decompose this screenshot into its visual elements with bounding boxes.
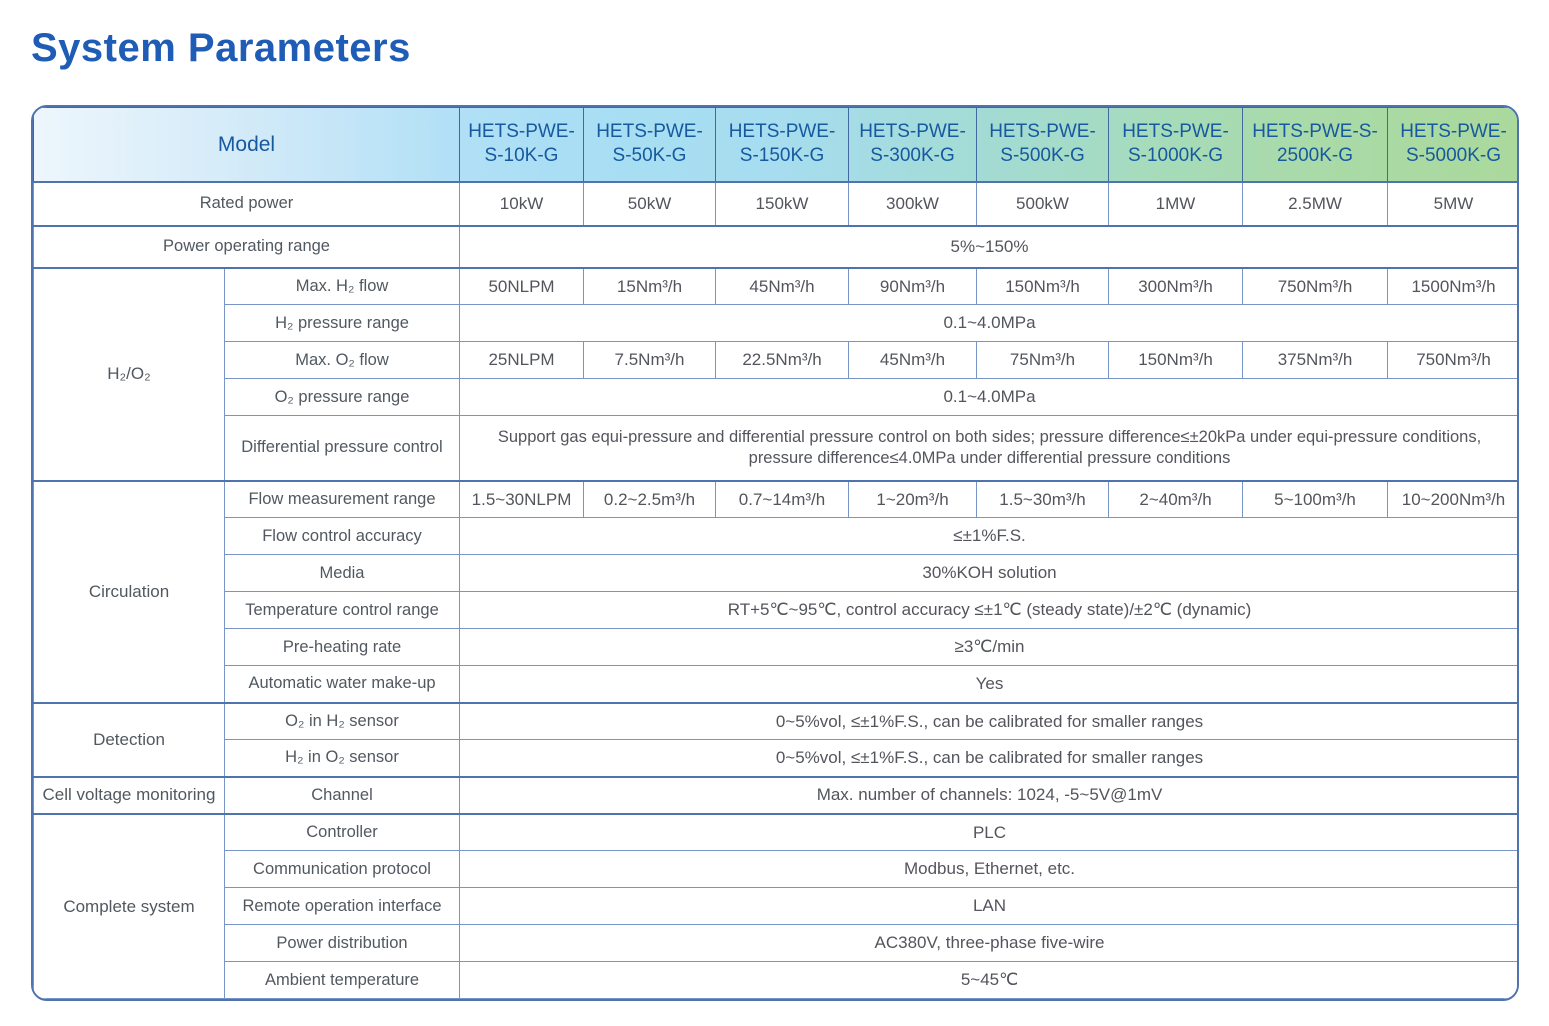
o2-pressure-range-value: 0.1~4.0MPa bbox=[460, 379, 1519, 416]
flow-measurement-range-value: 1.5~30m³/h bbox=[977, 481, 1109, 518]
automatic-water-makeup-value: Yes bbox=[460, 666, 1519, 703]
max-h2-flow-value: 50NLPM bbox=[460, 268, 584, 305]
rated-power-value: 5MW bbox=[1388, 182, 1519, 226]
power-distribution-row bbox=[34, 925, 1520, 962]
rated-power-value: 500kW bbox=[977, 182, 1109, 226]
media-row bbox=[34, 555, 1520, 592]
model-column-header: HETS-PWE-S-1000K-G bbox=[1109, 108, 1243, 182]
model-column-header: HETS-PWE-S-50K-G bbox=[584, 108, 716, 182]
controller-row bbox=[34, 814, 1520, 851]
o2-in-h2-sensor-value: 0~5%vol, ≤±1%F.S., can be calibrated for smaller ranges bbox=[460, 703, 1519, 740]
max-h2-flow-value: 45Nm³/h bbox=[716, 268, 849, 305]
remote-operation-interface-row bbox=[34, 888, 1520, 925]
remote-operation-interface-value: LAN bbox=[460, 888, 1519, 925]
differential-pressure-control-row bbox=[34, 416, 1520, 481]
max-o2-flow-value: 75Nm³/h bbox=[977, 342, 1109, 379]
flow-measurement-range-row bbox=[34, 481, 1520, 518]
max-o2-flow-value: 750Nm³/h bbox=[1388, 342, 1519, 379]
model-column-header: HETS-PWE-S-2500K-G bbox=[1243, 108, 1388, 182]
model-header-label: Model bbox=[34, 108, 460, 182]
flow-measurement-range-value: 0.7~14m³/h bbox=[716, 481, 849, 518]
flow-measurement-range-value: 2~40m³/h bbox=[1109, 481, 1243, 518]
max-h2-flow-value: 150Nm³/h bbox=[977, 268, 1109, 305]
flow-measurement-range-value: 1.5~30NLPM bbox=[460, 481, 584, 518]
max-o2-flow-value: 7.5Nm³/h bbox=[584, 342, 716, 379]
model-column-header: HETS-PWE-S-5000K-G bbox=[1388, 108, 1519, 182]
o2-in-h2-sensor-label: O₂ in H₂ sensor bbox=[225, 703, 460, 740]
max-h2-flow-value: 300Nm³/h bbox=[1109, 268, 1243, 305]
flow-control-accuracy-label: Flow control accuracy bbox=[225, 518, 460, 555]
pre-heating-rate-row bbox=[34, 629, 1520, 666]
pre-heating-rate-label: Pre-heating rate bbox=[225, 629, 460, 666]
max-o2-flow-value: 375Nm³/h bbox=[1243, 342, 1388, 379]
power-operating-range-value: 5%~150% bbox=[460, 226, 1519, 268]
media-label: Media bbox=[225, 555, 460, 592]
media-value: 30%KOH solution bbox=[460, 555, 1519, 592]
flow-measurement-range-value: 0.2~2.5m³/h bbox=[584, 481, 716, 518]
h2-pressure-range-value: 0.1~4.0MPa bbox=[460, 305, 1519, 342]
power-operating-range-row bbox=[34, 226, 1520, 268]
rated-power-value: 1MW bbox=[1109, 182, 1243, 226]
differential-pressure-control-value: Support gas equi-pressure and differential pressure control on both sides; pressure difference≤±20kPa under equi-pressure conditions, pressure difference≤4.0MPa under differential pressure conditions bbox=[460, 416, 1519, 481]
temperature-control-range-row bbox=[34, 592, 1520, 629]
communication-protocol-row bbox=[34, 851, 1520, 888]
rated-power-value: 2.5MW bbox=[1243, 182, 1388, 226]
model-header-row bbox=[34, 108, 1520, 182]
rated-power-value: 150kW bbox=[716, 182, 849, 226]
power-operating-range-label: Power operating range bbox=[34, 226, 460, 268]
h2-in-o2-sensor-row bbox=[34, 740, 1520, 777]
communication-protocol-value: Modbus, Ethernet, etc. bbox=[460, 851, 1519, 888]
automatic-water-makeup-label: Automatic water make-up bbox=[225, 666, 460, 703]
spec-table bbox=[33, 107, 1519, 999]
cell-voltage-monitoring-group-label: Cell voltage monitoring bbox=[34, 777, 225, 814]
controller-value: PLC bbox=[460, 814, 1519, 851]
max-o2-flow-value: 45Nm³/h bbox=[849, 342, 977, 379]
max-o2-flow-row bbox=[34, 342, 1520, 379]
h2-in-o2-sensor-label: H₂ in O₂ sensor bbox=[225, 740, 460, 777]
cell-voltage-monitoring-row bbox=[34, 777, 1520, 814]
controller-label: Controller bbox=[225, 814, 460, 851]
pre-heating-rate-value: ≥3℃/min bbox=[460, 629, 1519, 666]
h2-pressure-range-label: H₂ pressure range bbox=[225, 305, 460, 342]
model-column-header: HETS-PWE-S-10K-G bbox=[460, 108, 584, 182]
o2-pressure-range-label: O₂ pressure range bbox=[225, 379, 460, 416]
circulation-group-label: Circulation bbox=[34, 481, 225, 703]
ambient-temperature-row bbox=[34, 962, 1520, 999]
max-o2-flow-value: 25NLPM bbox=[460, 342, 584, 379]
model-column-header: HETS-PWE-S-300K-G bbox=[849, 108, 977, 182]
rated-power-row bbox=[34, 182, 1520, 226]
h2-in-o2-sensor-value: 0~5%vol, ≤±1%F.S., can be calibrated for smaller ranges bbox=[460, 740, 1519, 777]
automatic-water-makeup-row bbox=[34, 666, 1520, 703]
system-parameters-table bbox=[31, 105, 1519, 1001]
detection-group-label: Detection bbox=[34, 703, 225, 777]
channel-label: Channel bbox=[225, 777, 460, 814]
max-o2-flow-value: 150Nm³/h bbox=[1109, 342, 1243, 379]
flow-control-accuracy-value: ≤±1%F.S. bbox=[460, 518, 1519, 555]
flow-measurement-range-value: 1~20m³/h bbox=[849, 481, 977, 518]
h2-o2-group-label: H₂/O₂ bbox=[34, 268, 225, 481]
ambient-temperature-label: Ambient temperature bbox=[225, 962, 460, 999]
h2-pressure-range-row bbox=[34, 305, 1520, 342]
rated-power-label: Rated power bbox=[34, 182, 460, 226]
max-h2-flow-row bbox=[34, 268, 1520, 305]
communication-protocol-label: Communication protocol bbox=[225, 851, 460, 888]
model-column-header: HETS-PWE-S-500K-G bbox=[977, 108, 1109, 182]
max-o2-flow-value: 22.5Nm³/h bbox=[716, 342, 849, 379]
remote-operation-interface-label: Remote operation interface bbox=[225, 888, 460, 925]
max-h2-flow-value: 90Nm³/h bbox=[849, 268, 977, 305]
ambient-temperature-value: 5~45℃ bbox=[460, 962, 1519, 999]
rated-power-value: 300kW bbox=[849, 182, 977, 226]
page-title: System Parameters bbox=[31, 26, 411, 70]
flow-control-accuracy-row bbox=[34, 518, 1520, 555]
temperature-control-range-value: RT+5℃~95℃, control accuracy ≤±1℃ (steady state)/±2℃ (dynamic) bbox=[460, 592, 1519, 629]
flow-measurement-range-value: 10~200Nm³/h bbox=[1388, 481, 1519, 518]
o2-in-h2-sensor-row bbox=[34, 703, 1520, 740]
rated-power-value: 10kW bbox=[460, 182, 584, 226]
channel-value: Max. number of channels: 1024, -5~5V@1mV bbox=[460, 777, 1519, 814]
max-h2-flow-label: Max. H₂ flow bbox=[225, 268, 460, 305]
temperature-control-range-label: Temperature control range bbox=[225, 592, 460, 629]
complete-system-group-label: Complete system bbox=[34, 814, 225, 999]
max-h2-flow-value: 15Nm³/h bbox=[584, 268, 716, 305]
o2-pressure-range-row bbox=[34, 379, 1520, 416]
flow-measurement-range-label: Flow measurement range bbox=[225, 481, 460, 518]
model-column-header: HETS-PWE-S-150K-G bbox=[716, 108, 849, 182]
power-distribution-value: AC380V, three-phase five-wire bbox=[460, 925, 1519, 962]
max-h2-flow-value: 1500Nm³/h bbox=[1388, 268, 1519, 305]
max-o2-flow-label: Max. O₂ flow bbox=[225, 342, 460, 379]
power-distribution-label: Power distribution bbox=[225, 925, 460, 962]
differential-pressure-control-label: Differential pressure control bbox=[225, 416, 460, 481]
flow-measurement-range-value: 5~100m³/h bbox=[1243, 481, 1388, 518]
rated-power-value: 50kW bbox=[584, 182, 716, 226]
max-h2-flow-value: 750Nm³/h bbox=[1243, 268, 1388, 305]
